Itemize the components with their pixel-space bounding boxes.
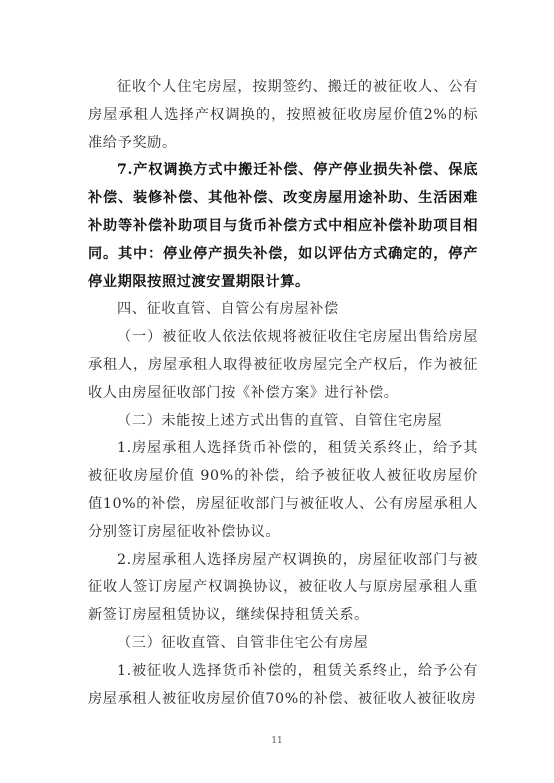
paragraph-sub-1: （一）被征收人依法依规将被征收住宅房屋出售给房屋承租人，房屋承租人取得被征收房屋完全产权后，作为被征收人由房屋征收部门按《补偿方案》进行补偿。 (88, 329, 478, 401)
paragraph-sub-2-item-1: 1.房屋承租人选择货币补偿的，租赁关系终止，给予其被征收房屋价值 90%的补偿，给予被征收人被征收房屋价值10%的补偿，房屋征收部门与被征收人、公有房屋承租人分别签订房屋征收补偿协议。 (88, 440, 478, 540)
paragraph-sub-3-item-1: 1.被征收人选择货币补偿的，租赁关系终止，给予公有房屋承租人被征收房屋价值70%的补偿、被征收人被征收房 (88, 662, 478, 707)
paragraph-sub-3: （三）征收直管、自管非住宅公有房屋 (117, 634, 369, 651)
section-heading-4: 四、征收直管、自管公有房屋补偿 (117, 301, 339, 318)
paragraph-item-7: 7.产权调换方式中搬迁补偿、停产停业损失补偿、保底补偿、装修补偿、其他补偿、改变房屋用途补助、生活困难补助等补偿补助项目与货币补偿方式中相应补偿补助项目相同。其中：停业停产损失补偿，如以评估方式确定的，停产停业期限按照过渡安置期限计算。 (88, 162, 478, 290)
page-number: 11 (271, 736, 283, 746)
document-body (88, 74, 478, 713)
paragraph-sub-2-item-2: 2.房屋承租人选择房屋产权调换的，房屋征收部门与被征收人签订房屋产权调换协议，被征收人与原房屋承租人重新签订房屋租赁协议，继续保持租赁关系。 (88, 551, 478, 624)
paragraph-reward: 征收个人住宅房屋，按期签约、搬迁的被征收人、公有房屋承租人选择产权调换的，按照被征收房屋价值2%的标准给予奖励。 (88, 79, 478, 151)
paragraph-sub-2: （二）未能按上述方式出售的直管、自管住宅房屋 (117, 412, 443, 429)
